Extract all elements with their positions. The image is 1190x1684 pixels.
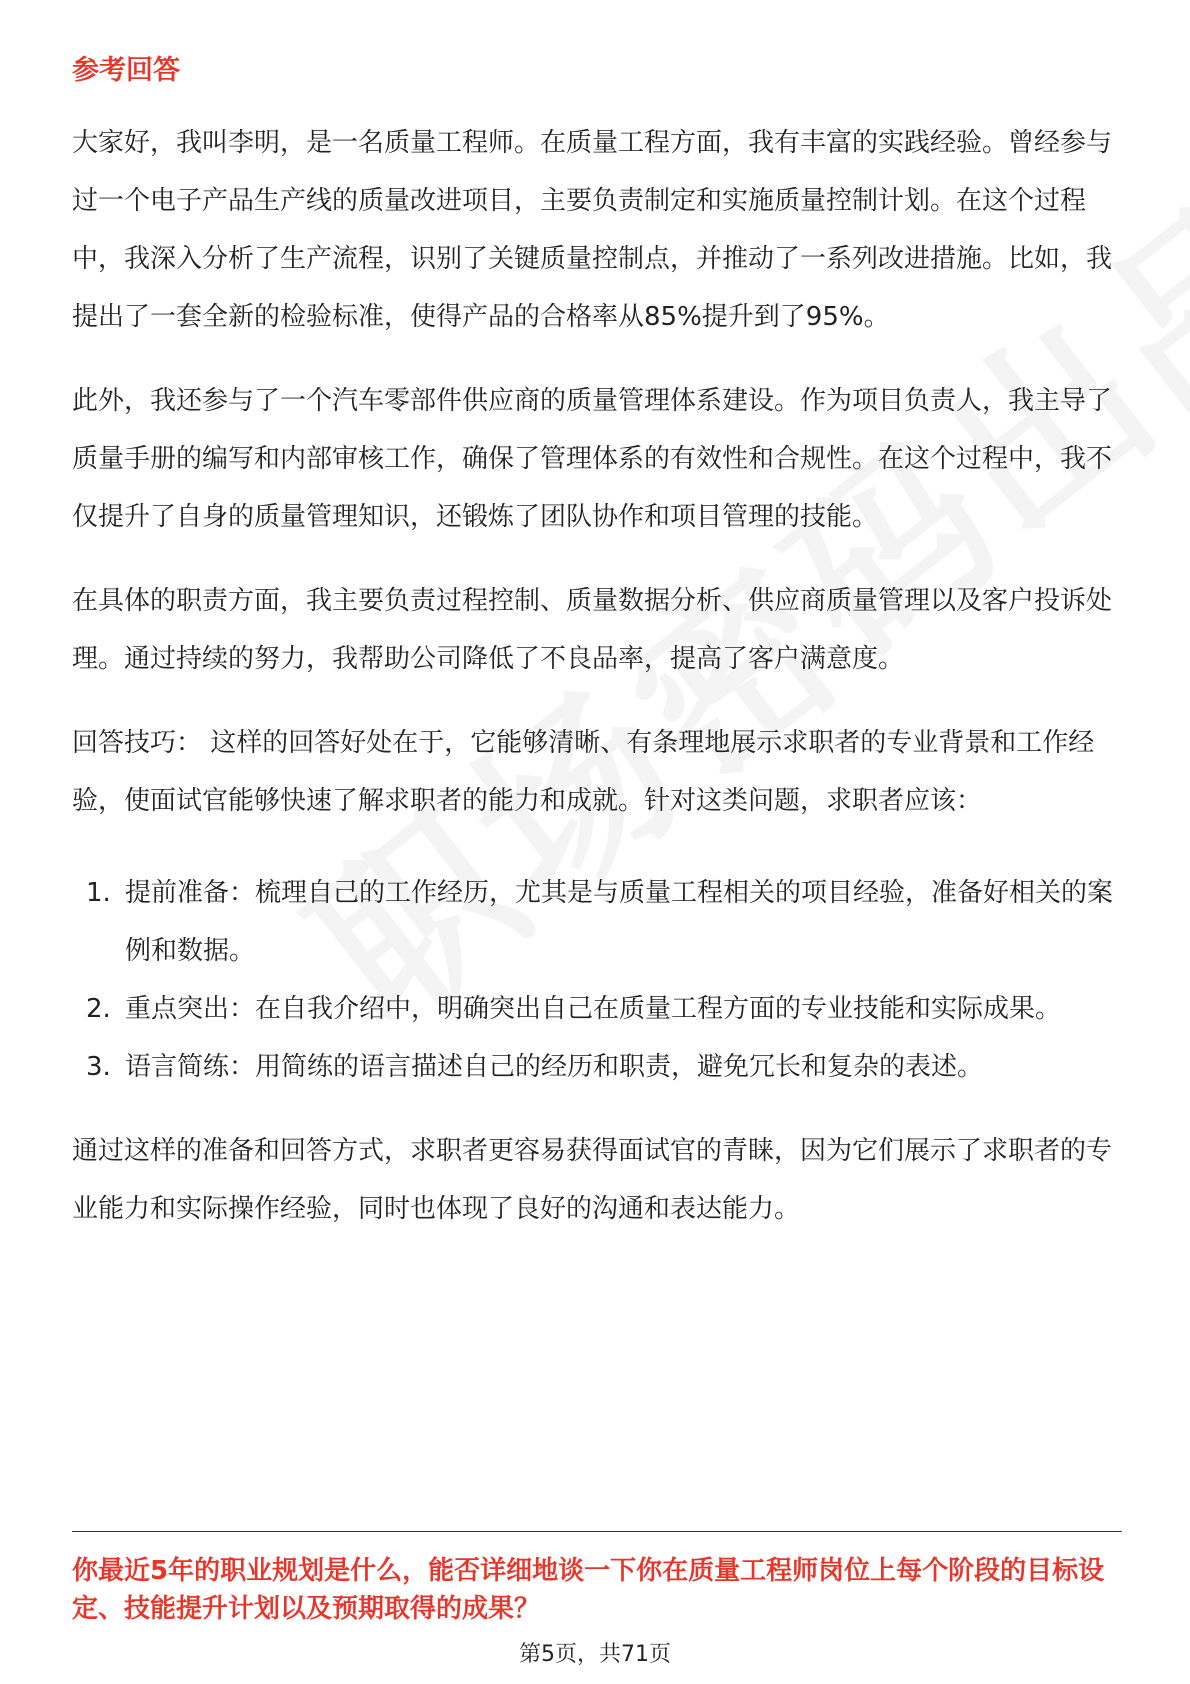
paragraph-conclusion: 通过这样的准备和回答方式，求职者更容易获得面试官的青睐，因为它们展示了求职者的专业能力和实际操作经验，同时也体现了良好的沟通和表达能力。: [72, 1136, 1113, 1224]
paragraph-tips-intro: 回答技巧： 这样的回答好处在于，它能够清晰、有条理地展示求职者的专业背景和工作经验，使面试官能够快速了解求职者的能力和成就。针对这类问题，求职者应该：: [72, 728, 1095, 816]
answer-body: [72, 114, 1122, 1264]
paragraph-intro: 大家好，我叫李明，是一名质量工程师。在质量工程方面，我有丰富的实践经验。曾经参与过一个电子产品生产线的质量改进项目，主要负责制定和实施质量控制计划。在这个过程中，我深入分析了生产流程，识别了关键质量控制点，并推动了一系列改进措施。比如，我提出了一套全新的检验标准，使得产品的合格率从85%提升到了95%。: [72, 128, 1113, 332]
list-item: [72, 864, 1122, 980]
list-item-text: 重点突出：在自我介绍中，明确突出自己在质量工程方面的专业技能和实际成果。: [125, 994, 1062, 1024]
list-item-text: 提前准备：梳理自己的工作经历，尤其是与质量工程相关的项目经验，准备好相关的案例和数据。: [125, 878, 1114, 966]
list-item: [72, 1038, 1122, 1096]
section-heading: 参考回答: [72, 55, 180, 86]
paragraph-experience: 此外，我还参与了一个汽车零部件供应商的质量管理体系建设。作为项目负责人，我主导了质量手册的编写和内部审核工作，确保了管理体系的有效性和合规性。在这个过程中，我不仅提升了自身的质量管理知识，还锻炼了团队协作和项目管理的技能。: [72, 386, 1113, 532]
list-item-text: 语言简练：用简练的语言描述自己的经历和职责，避免冗长和复杂的表述。: [125, 1052, 984, 1082]
section-divider: [72, 1531, 1122, 1532]
page-footer: 第5页，共71页: [519, 1642, 671, 1667]
list-number: 1.: [86, 878, 111, 908]
tips-list: [72, 864, 1122, 1096]
paragraph-duties: 在具体的职责方面，我主要负责过程控制、质量数据分析、供应商质量管理以及客户投诉处理。通过持续的努力，我帮助公司降低了不良品率，提高了客户满意度。: [72, 586, 1113, 674]
list-item: [72, 980, 1122, 1038]
next-question-title: 你最近5年的职业规划是什么，能否详细地谈一下你在质量工程师岗位上每个阶段的目标设定、技能提升计划以及预期取得的成果？: [72, 1556, 1105, 1624]
list-number: 3.: [86, 1052, 111, 1082]
list-number: 2.: [86, 994, 111, 1024]
